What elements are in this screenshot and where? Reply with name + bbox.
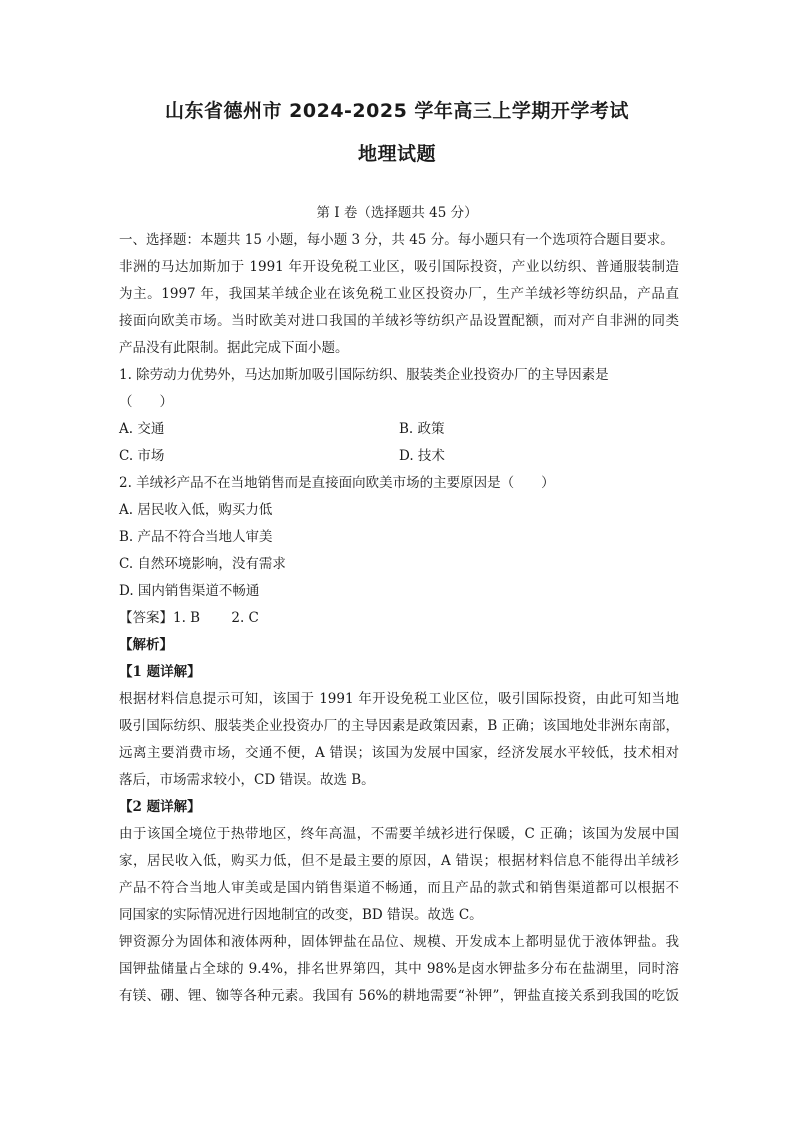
passage2-line: 国钾盐储量占全球的 9.4%，排名世界第四，其中 98%是卤水钾盐多分布在盐湖里，同时溶 [119, 961, 679, 977]
detail-1-label: 【1 题详解】 [119, 664, 201, 680]
question-1-options-row [119, 416, 679, 443]
page-title: 山东省德州市 2024-2025 学年高三上学期开学考试 [165, 100, 629, 122]
question-1-paren: （ ） [119, 394, 173, 410]
passage2-line: 有镁、硼、锂、铷等各种元素。我国有 56%的耕地需要“补钾”，钾盐直接关系到我国的吃饭 [119, 988, 679, 1004]
answer-line: 【答案】1. B 2. C [119, 610, 259, 626]
detail-1-line: 远离主要消费市场，交通不便，A 错误；该国为发展中国家，经济发展水平较低，技术相对 [119, 745, 679, 761]
passage1-line: 接面向欧美市场。当时欧美对进口我国的羊绒衫等纺织产品设置配额，而对产自非洲的同类 [119, 313, 679, 329]
detail-2-line: 产品不符合当地人审美或是国内销售渠道不畅通，而且产品的款式和销售渠道都可以根据不 [119, 880, 679, 896]
question-2-option-c: C. 自然环境影响，没有需求 [119, 556, 286, 572]
passage2-line: 钾资源分为固体和液体两种，固体钾盐在品位、规模、开发成本上都明显优于液体钾盐。我 [119, 934, 679, 950]
analysis-label: 【解析】 [119, 637, 173, 653]
question-1-option-c: C. 市场 [119, 448, 165, 464]
question-2-option-b: B. 产品不符合当地人审美 [119, 529, 273, 545]
detail-1-line: 吸引国际纺织、服装类企业投资办厂的主导因素是政策因素，B 正确；该国地处非洲东南部， [119, 718, 679, 734]
section-heading: 第 I 卷（选择题共 45 分） [316, 205, 478, 221]
detail-1-line: 根据材料信息提示可知，该国于 1991 年开设免税工业区位，吸引国际投资，由此可知当地 [119, 691, 679, 707]
passage1-line: 为主。1997 年，我国某羊绒企业在该免税工业区投资办厂，生产羊绒衫等纺织品，产品直 [119, 286, 679, 302]
question-1-options-row [119, 443, 679, 470]
passage1-line: 非洲的马达加斯加于 1991 年开设免税工业区，吸引国际投资，产业以纺织、普通服装制造 [119, 259, 679, 275]
question-1-option-b: B. 政策 [399, 421, 445, 437]
passage1-line: 产品没有此限制。据此完成下面小题。 [119, 340, 349, 356]
document-body [119, 227, 679, 1010]
question-1-option-d: D. 技术 [399, 448, 445, 464]
detail-2-line: 由于该国全境位于热带地区，终年高温，不需要羊绒衫进行保暖，C 正确；该国为发展中国 [119, 826, 679, 842]
question-2-stem: 2. 羊绒衫产品不在当地销售而是直接面向欧美市场的主要原因是（ ） [119, 475, 555, 491]
instructions: 一、选择题：本题共 15 小题，每小题 3 分，共 45 分。每小题只有一个选项符合题目要求。 [119, 232, 674, 248]
question-2-option-d: D. 国内销售渠道不畅通 [119, 583, 260, 599]
detail-2-line: 同国家的实际情况进行因地制宜的改变，BD 错误。故选 C。 [119, 907, 483, 923]
detail-2-line: 家，居民收入低，购买力低，但不是最主要的原因，A 错误；根据材料信息不能得出羊绒衫 [119, 853, 679, 869]
question-2-option-a: A. 居民收入低，购买力低 [119, 502, 273, 518]
detail-1-line: 落后，市场需求较小，CD 错误。故选 B。 [119, 772, 375, 788]
question-1-option-a: A. 交通 [119, 421, 165, 437]
question-1-stem: 1. 除劳动力优势外，马达加斯加吸引国际纺织、服装类企业投资办厂的主导因素是 [119, 367, 609, 383]
detail-2-label: 【2 题详解】 [119, 799, 201, 815]
page-subtitle: 地理试题 [357, 143, 436, 165]
